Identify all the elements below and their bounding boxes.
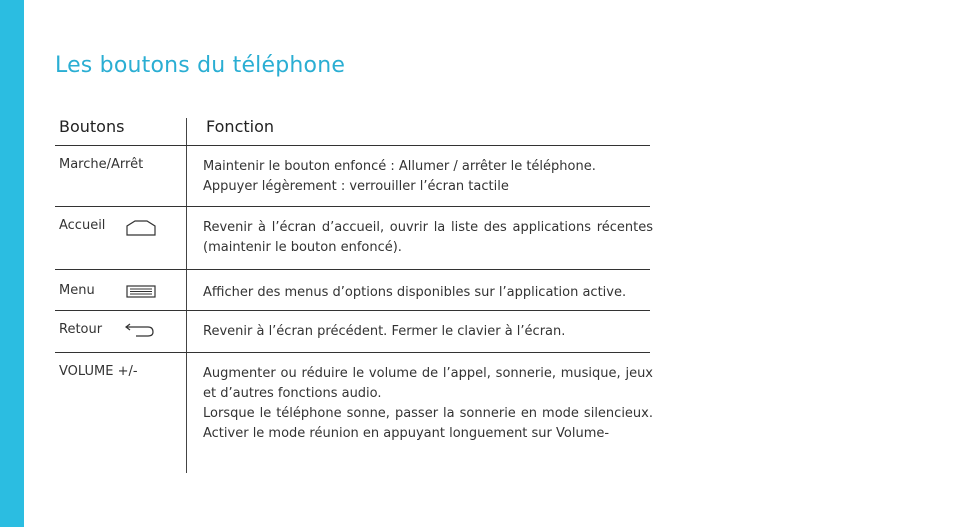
- button-function: [203, 283, 653, 303]
- header-function: Fonction: [206, 117, 275, 136]
- function-line: Revenir à l’écran d’accueil, ouvrir la liste des applications récentes (maintenir le bouton enfoncé).: [203, 220, 653, 255]
- button-function: [203, 364, 653, 444]
- button-name: Accueil: [59, 218, 106, 233]
- menu-icon: [126, 285, 156, 299]
- function-line: Maintenir le bouton enfoncé : Allumer / arrêter le téléphone.: [203, 159, 596, 174]
- function-line: Afficher des menus d’options disponibles sur l’application active.: [203, 285, 627, 300]
- table-row: [55, 270, 650, 311]
- button-function: [203, 218, 653, 258]
- accent-side-bar: [0, 0, 24, 527]
- function-line: Revenir à l’écran précédent. Fermer le clavier à l’écran.: [203, 324, 566, 339]
- page-title: Les boutons du téléphone: [55, 53, 346, 78]
- function-line: Lorsque le téléphone sonne, passer la sonnerie en mode silencieux. Activer le mode réunion en appuyant longuement sur Volume-: [203, 406, 653, 441]
- button-function: [203, 322, 653, 342]
- function-line: Appuyer légèrement : verrouiller l’écran tactile: [203, 179, 509, 194]
- header-buttons: Boutons: [59, 117, 125, 136]
- button-name: Marche/Arrêt: [59, 157, 144, 172]
- button-function: [203, 157, 653, 197]
- button-name: VOLUME +/-: [59, 364, 138, 379]
- home-icon: [126, 220, 156, 236]
- back-icon: [124, 323, 156, 339]
- function-line: Augmenter ou réduire le volume de l’appel, sonnerie, musique, jeux et d’autres fonctions audio.: [203, 366, 653, 401]
- table-row: [55, 146, 650, 207]
- table-row: [55, 311, 650, 353]
- button-name: Menu: [59, 283, 95, 298]
- button-name: Retour: [59, 322, 103, 337]
- table-row: [55, 207, 653, 270]
- table-row: [55, 353, 653, 473]
- table-header: [55, 116, 650, 146]
- buttons-table: [55, 116, 653, 473]
